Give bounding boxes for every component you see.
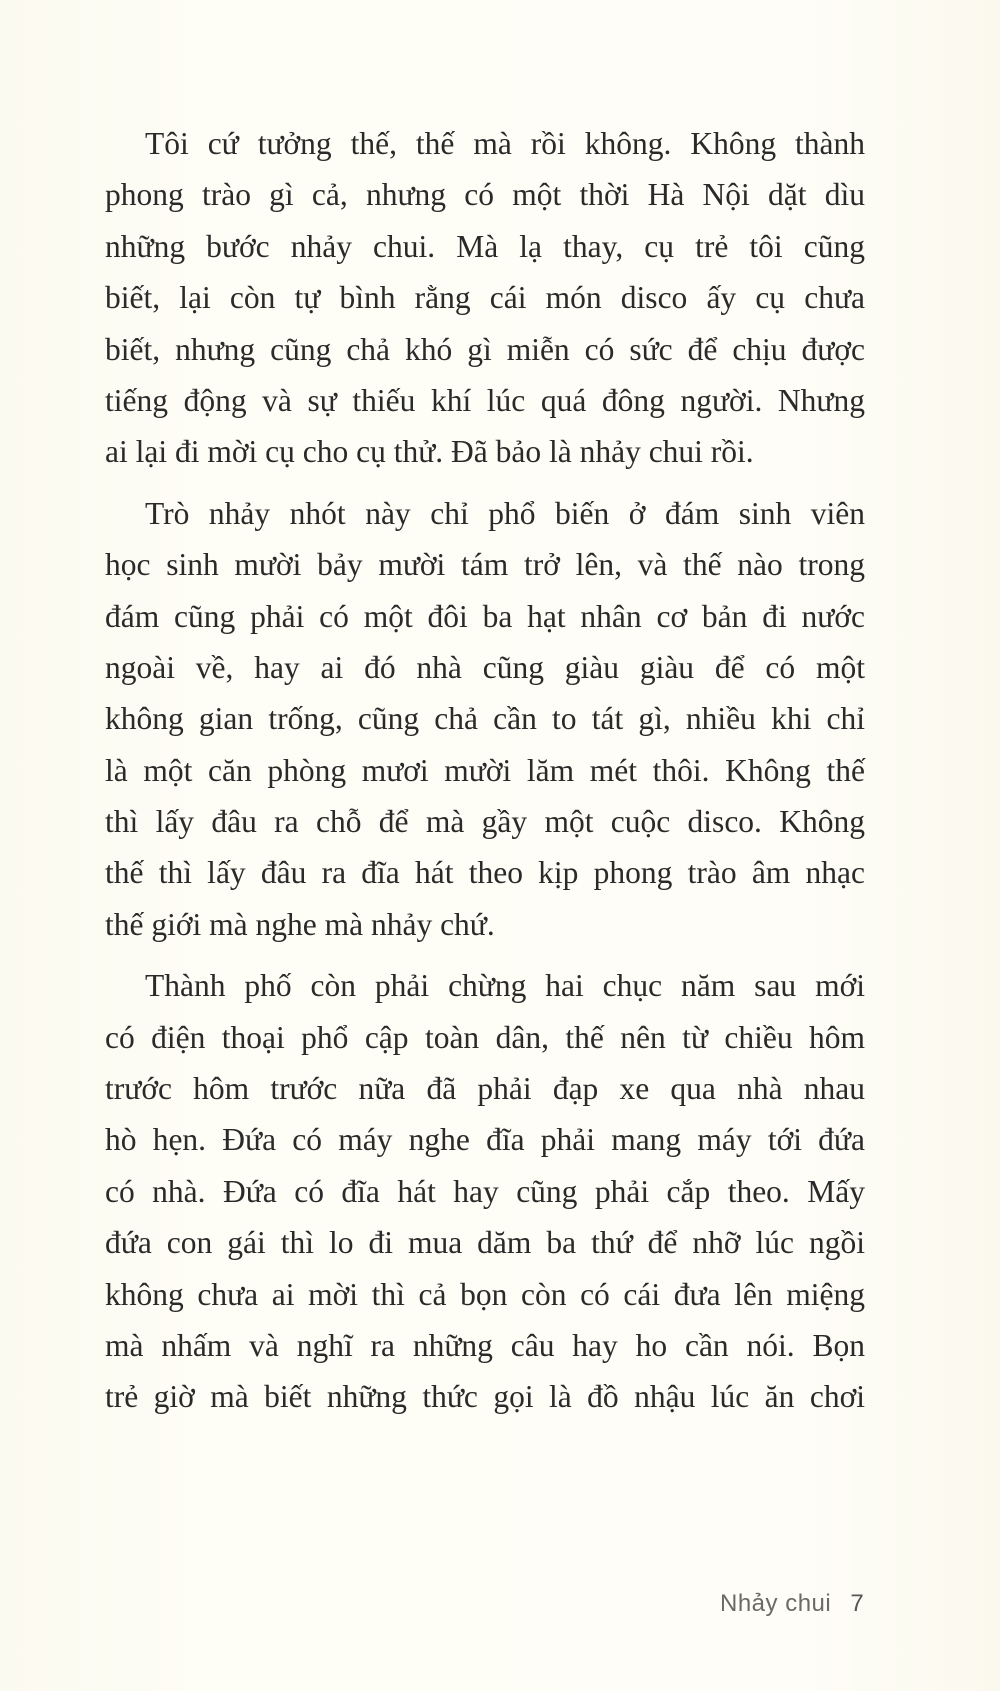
text-line: Tôi cứ tưởng thế, thế mà rồi không. Không thành — [145, 126, 865, 161]
text-line: phong trào gì cả, nhưng có một thời Hà Nội dặt dìu — [105, 177, 865, 213]
text-line: không gian trống, cũng chả cần to tát gì, nhiều khi chỉ — [105, 701, 865, 737]
text-line: tiếng động và sự thiếu khí lúc quá đông người. Nhưng — [105, 382, 865, 418]
text-line: biết, lại còn tự bình rằng cái món disco ấy cụ chưa — [105, 280, 865, 316]
text-line: là một căn phòng mươi mười lăm mét thôi. Không thế — [105, 752, 865, 788]
text-line: mà nhấm và nghĩ ra những câu hay ho cần nói. Bọn — [105, 1327, 865, 1363]
text-line: học sinh mười bảy mười tám trở lên, và thế nào trong — [105, 547, 865, 583]
paragraph-2 — [105, 488, 865, 951]
text-line: trước hôm trước nữa đã phải đạp xe qua nhà nhau — [105, 1071, 865, 1107]
text-line: Trò nhảy nhót này chỉ phổ biến ở đám sinh viên — [145, 495, 865, 531]
page-footer — [720, 1590, 864, 1618]
body-text — [105, 118, 865, 1423]
text-line: thế giới mà nghe mà nhảy chứ. — [105, 906, 495, 942]
text-line: những bước nhảy chui. Mà lạ thay, cụ trẻ tôi cũng — [105, 228, 865, 264]
text-line: đứa con gái thì lo đi mua dăm ba thứ để nhỡ lúc ngồi — [105, 1225, 865, 1261]
paragraph-1 — [105, 118, 865, 478]
text-line: biết, nhưng cũng chả khó gì miễn có sức để chịu được — [105, 331, 865, 367]
text-line: hò hẹn. Đứa có máy nghe đĩa phải mang máy tới đứa — [105, 1122, 865, 1158]
text-line: ngoài về, hay ai đó nhà cũng giàu giàu để có một — [105, 649, 865, 685]
text-line: ai lại đi mời cụ cho cụ thử. Đã bảo là nhảy chui rồi. — [105, 434, 754, 470]
text-line: thì lấy đâu ra chỗ để mà gầy một cuộc disco. Không — [105, 804, 865, 840]
page-number: 7 — [850, 1590, 865, 1617]
text-line: trẻ giờ mà biết những thức gọi là đồ nhậu lúc ăn chơi — [105, 1379, 865, 1415]
running-title: Nhảy chui — [720, 1590, 832, 1617]
text-line: Thành phố còn phải chừng hai chục năm sau mới — [145, 968, 865, 1004]
text-line: có điện thoại phổ cập toàn dân, thế nên từ chiều hôm — [105, 1019, 865, 1055]
text-line: đám cũng phải có một đôi ba hạt nhân cơ bản đi nước — [105, 598, 865, 634]
text-line: không chưa ai mời thì cả bọn còn có cái đưa lên miệng — [105, 1276, 865, 1312]
paragraph-3 — [105, 960, 865, 1423]
text-line: có nhà. Đứa có đĩa hát hay cũng phải cắp theo. Mấy — [105, 1173, 865, 1209]
text-line: thế thì lấy đâu ra đĩa hát theo kịp phong trào âm nhạc — [105, 855, 865, 891]
